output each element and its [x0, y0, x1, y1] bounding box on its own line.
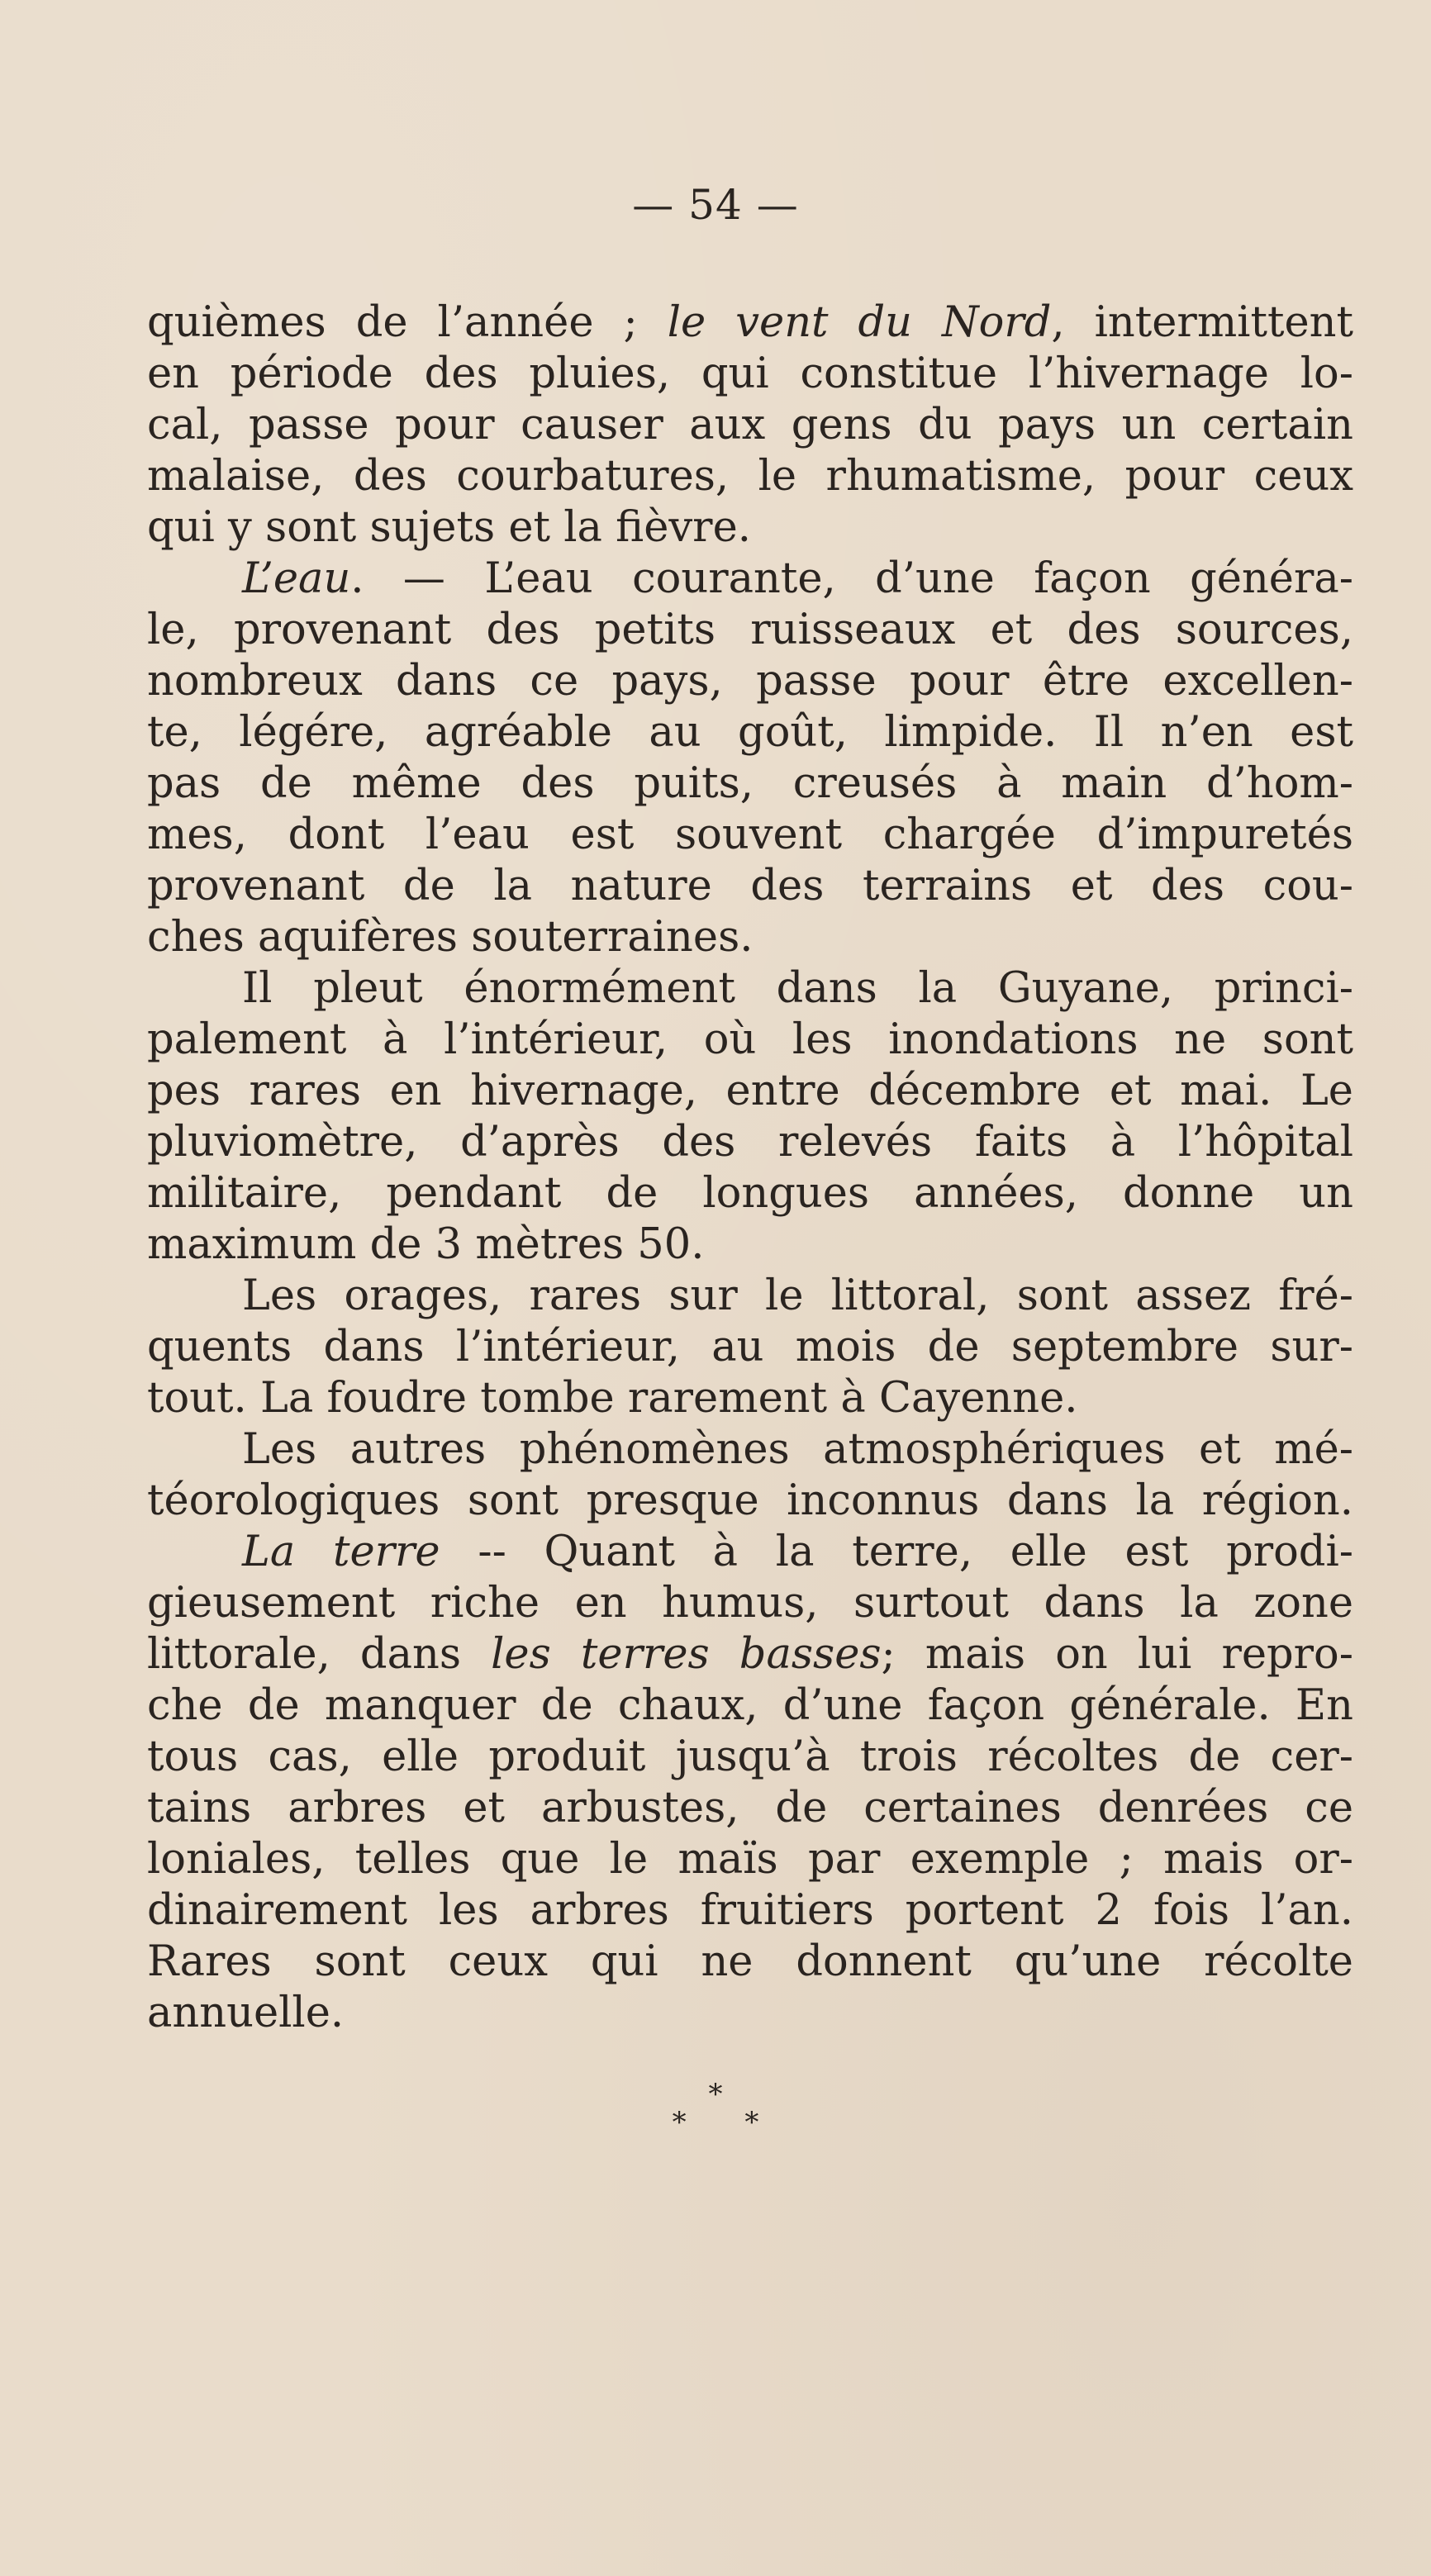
text-line — [147, 400, 1353, 451]
text-line — [147, 502, 1353, 554]
text-line — [147, 1322, 1353, 1373]
text-run: qui y sont sujets et la fièvre. — [147, 503, 751, 552]
text-line — [147, 912, 1353, 963]
text-line — [147, 451, 1353, 502]
text-line — [147, 1629, 1353, 1680]
text-run: Rares sont ceux qui ne donnent qu’une récolte — [147, 1937, 1353, 1986]
text-run: palement à l’intérieur, où les inondations ne sont — [147, 1015, 1353, 1064]
text-line — [147, 554, 1353, 605]
text-run: tout. La foudre tombe rarement à Cayenne. — [147, 1374, 1078, 1423]
text-run: mes, dont l’eau est souvent chargée d’impuretés — [147, 810, 1353, 859]
text-run: pes rares en hivernage, entre décembre et mai. Le — [147, 1067, 1353, 1115]
text-run: ches aquifères souterraines. — [147, 913, 754, 962]
text-line — [147, 349, 1353, 400]
text-run: pas de même des puits, creusés à main d’hom- — [147, 759, 1353, 808]
text-line — [147, 861, 1353, 912]
italic-phrase: L’eau — [242, 554, 351, 603]
text-run: loniales, telles que le maïs par exemple ; mais or- — [147, 1835, 1353, 1884]
text-run: maximum de 3 mètres 50. — [147, 1220, 705, 1269]
text-line — [147, 297, 1353, 349]
text-line — [147, 1527, 1353, 1578]
text-line — [147, 1988, 1353, 2039]
text-run: tains arbres et arbustes, de certaines denrées ce — [147, 1784, 1353, 1832]
text-line — [147, 1373, 1353, 1424]
italic-phrase: le vent du Nord — [667, 298, 1052, 347]
text-line — [147, 758, 1353, 810]
text-line — [147, 1117, 1353, 1168]
text-run: dinairement les arbres fruitiers portent 2 fois l’an. — [147, 1886, 1353, 1935]
text-line — [147, 1578, 1353, 1629]
text-line — [147, 963, 1353, 1015]
text-run: téorologiques sont presque inconnus dans la région. — [147, 1476, 1353, 1525]
text-run: quièmes de l’année ; — [147, 298, 668, 347]
text-line — [147, 605, 1353, 656]
text-run: Les orages, rares sur le littoral, sont assez fré- — [242, 1271, 1353, 1320]
italic-phrase: La terre — [242, 1528, 440, 1576]
text-line — [147, 1732, 1353, 1783]
text-run: militaire, pendant de longues années, donne un — [147, 1169, 1353, 1218]
page-number: — 54 — — [632, 181, 799, 229]
text-line — [147, 1885, 1353, 1937]
body-text — [147, 297, 1353, 2039]
text-run: gieusement riche en humus, surtout dans la zone — [147, 1579, 1353, 1628]
text-run: , intermittent — [1051, 298, 1353, 347]
text-run: cal, passe pour causer aux gens du pays un certain — [147, 401, 1353, 449]
text-line — [147, 1219, 1353, 1271]
text-line — [147, 707, 1353, 758]
text-run: . — L’eau courante, d’une façon généra- — [350, 554, 1353, 603]
text-line — [147, 1834, 1353, 1885]
text-line — [147, 1424, 1353, 1476]
text-line — [147, 1937, 1353, 1988]
text-line — [147, 1271, 1353, 1322]
text-line — [147, 1783, 1353, 1834]
asterism — [0, 2078, 1431, 2139]
text-line — [147, 1015, 1353, 1066]
text-run: malaise, des courbatures, le rhumatisme, pour ceux — [147, 452, 1353, 501]
text-line — [147, 656, 1353, 707]
text-run: te, légére, agréable au goût, limpide. Il n’en est — [147, 708, 1353, 757]
text-run: annuelle. — [147, 1989, 345, 2037]
text-run: nombreux dans ce pays, passe pour être excellen- — [147, 657, 1353, 706]
text-run: Il pleut énormément dans la Guyane, princi- — [242, 964, 1353, 1013]
text-run: ; mais on lui repro- — [881, 1630, 1353, 1679]
text-run: Les autres phénomènes atmosphériques et mé- — [242, 1425, 1353, 1474]
text-line — [147, 1066, 1353, 1117]
text-run: quents dans l’intérieur, au mois de septembre sur- — [147, 1323, 1353, 1371]
text-run: provenant de la nature des terrains et des cou- — [147, 862, 1353, 910]
text-run: pluviomètre, d’après des relevés faits à l’hôpital — [147, 1118, 1353, 1167]
text-run: -- Quant à la terre, elle est prodi- — [440, 1528, 1353, 1576]
text-line — [147, 1680, 1353, 1732]
italic-phrase: les terres basses — [491, 1630, 882, 1679]
text-run: en période des pluies, qui constitue l’hivernage lo- — [147, 349, 1353, 398]
text-line — [147, 1168, 1353, 1219]
text-run: littorale, dans — [147, 1630, 492, 1679]
text-run: che de manquer de chaux, d’une façon générale. En — [147, 1681, 1353, 1730]
asterism-bottom: * * — [672, 2106, 784, 2139]
text-run: tous cas, elle produit jusqu’à trois récoltes de cer- — [147, 1732, 1353, 1781]
text-line — [147, 810, 1353, 861]
asterism-top: * — [708, 2078, 723, 2111]
text-run: le, provenant des petits ruisseaux et des sources, — [147, 606, 1353, 654]
text-line — [147, 1476, 1353, 1527]
